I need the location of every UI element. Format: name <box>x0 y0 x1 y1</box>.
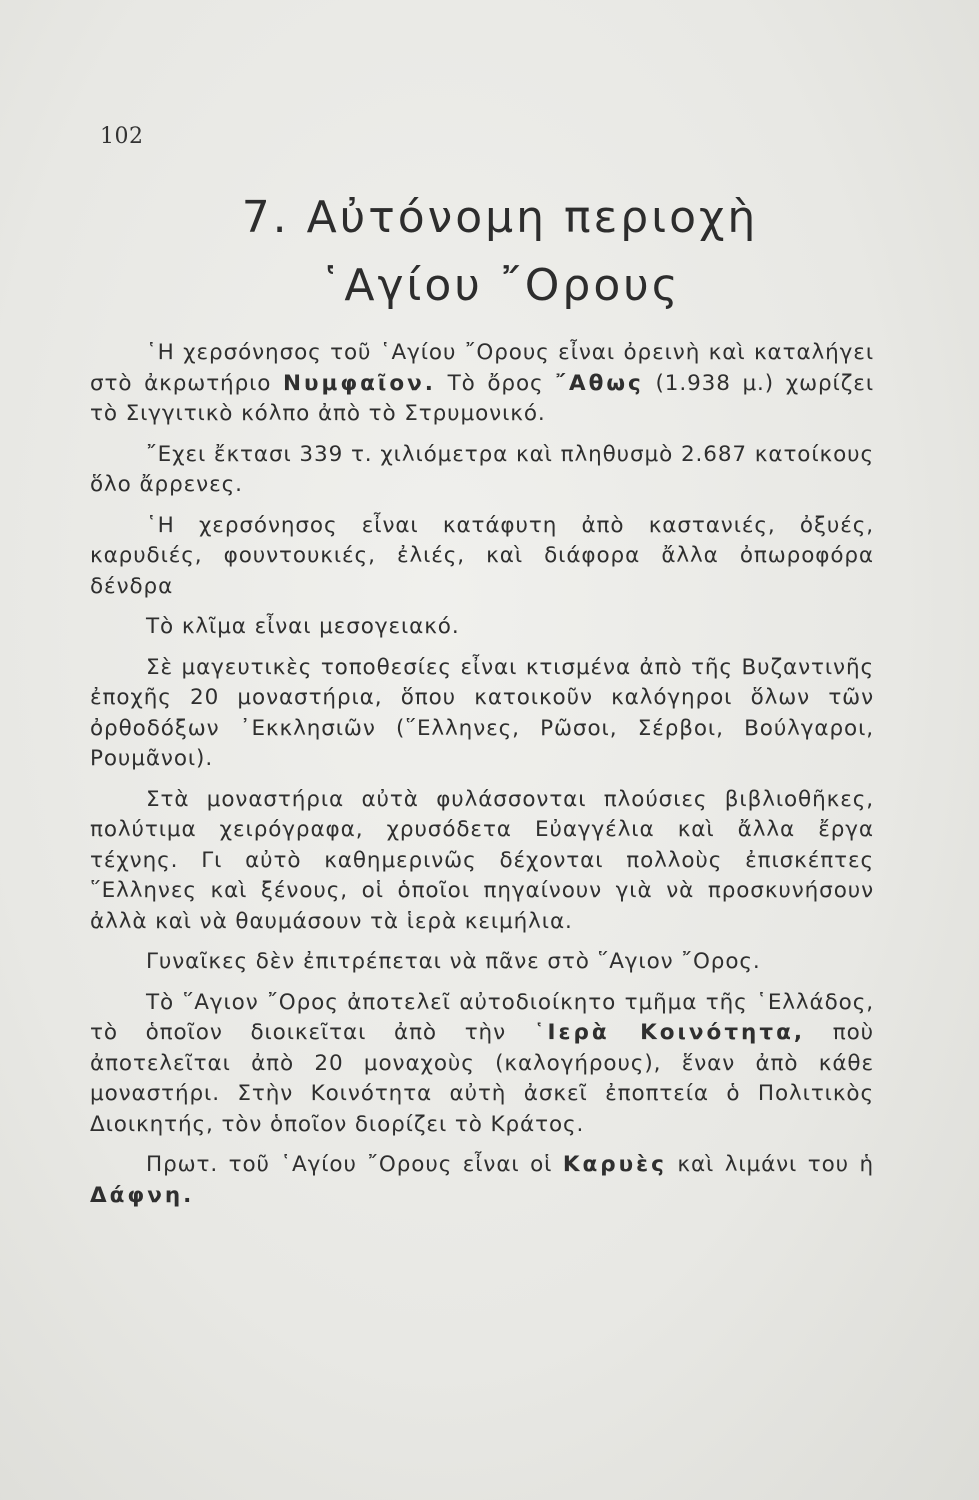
paragraph-treasures: Στὰ μοναστήρια αὐτὰ φυλάσσονται πλούσιες βιβλιοθῆκες, πολύτιμα χειρόγραφα, χρυσόδετα Εὐαγγέλια καὶ ἄλλα ἔργα τέχνης. Γι αὐτὸ καθημερινῶς δέχονται πολλοὺς ἐπισκέπτες ῞Ελληνες καὶ ξένους, οἱ ὁποῖοι πηγαίνουν γιὰ νὰ προσκυνήσουν ἀλλὰ καὶ νὰ θαυμάσουν τὰ ἱερὰ κειμήλια. <box>90 786 874 934</box>
paragraph-area: ῎Εχει ἔκτασι 339 τ. χιλιόμετρα καὶ πληθυσμὸ 2.687 κατοίκους ὅλο ἄρρενες. <box>90 441 874 497</box>
heading-line-2: ῾Αγίου ῎Ορους <box>319 260 681 311</box>
paragraph-administration <box>90 988 874 1141</box>
harbor-name: Δάφνη. <box>90 1182 195 1208</box>
paragraph-peninsula-text-3: (1.938 μ.) χωρίζει τὸ Σιγγιτικὸ κόλπο ἀπὸ τὸ Στρυμονικό. <box>90 370 874 426</box>
paragraph-vegetation: ῾Η χερσόνησος εἶναι κατάφυτη ἀπὸ καστανιές, ὀξυές, καρυδιές, φουντουκιές, ἐλιές, καὶ διάφορα ἄλλα ὀπωροφόρα δένδρα <box>90 512 874 599</box>
capital-name: Καρυὲς <box>562 1152 667 1177</box>
paragraph-peninsula <box>90 338 874 430</box>
paragraph-capital-text-1: Πρωτ. τοῦ ῾Αγίου ῎Ορους εἶναι οἱ <box>146 1152 563 1177</box>
paragraph-women: Γυναῖκες δὲν ἐπιτρέπεται νὰ πᾶνε στὸ ῞Αγιον ῎Ορος. <box>146 949 761 974</box>
page-number: 102 <box>100 124 144 149</box>
paragraph-capital-text-2: καὶ λιμάνι του ἡ <box>666 1152 874 1177</box>
paragraph-administration-text-1: Τὸ ῞Αγιον ῎Ορος ἀποτελεῖ αὐτοδιοίκητο τμῆμα τῆς ῾Ελλάδος, τὸ ὁποῖον διοικεῖται ἀπὸ τὴν <box>90 989 874 1045</box>
paragraph-administration-text-2: ποὺ ἀποτελεῖται ἀπὸ 20 μοναχοὺς (καλογήρους), ἕναν ἀπὸ κάθε μοναστήρι. Στὴν Κοινότητα αὐτὴ ἀσκεῖ ἐποπτεία ὁ Πολιτικὸς Διοικητής, τὸν ὁποῖον διορίζει τὸ Κράτος. <box>90 1020 874 1137</box>
body-text <box>90 338 874 1211</box>
chapter-heading <box>190 188 810 316</box>
paragraph-capital <box>90 1150 874 1211</box>
cape-name: Νυμφαῖον. <box>283 370 436 396</box>
paragraph-climate: Τὸ κλῖμα εἶναι μεσογειακό. <box>146 614 460 639</box>
paragraph-peninsula-text-2: Τὸ ὄρος <box>435 370 556 396</box>
holy-community-name: ῾Ιερὰ Κοινότητα, <box>533 1020 806 1045</box>
mountain-name: ῎Αθως <box>555 370 644 396</box>
heading-line-1: 7. Αὐτόνομη περιοχὴ <box>241 192 759 243</box>
paragraph-monasteries: Σὲ μαγευτικὲς τοποθεσίες εἶναι κτισμένα ἀπὸ τῆς Βυζαντινῆς ἐποχῆς 20 μοναστήρια, ὅπου κατοικοῦν καλόγηροι ὅλων τῶν ὀρθοδόξων ᾿Εκκλησιῶν (῞Ελληνες, Ρῶσοι, Σέρβοι, Βούλγαροι, Ρουμᾶνοι). <box>90 654 874 771</box>
paragraph-peninsula-text-1: ῾Η χερσόνησος τοῦ ῾Αγίου ῎Ορους εἶναι ὀρεινὴ καὶ καταλήγει στὸ ἀκρωτήριο <box>90 340 874 396</box>
